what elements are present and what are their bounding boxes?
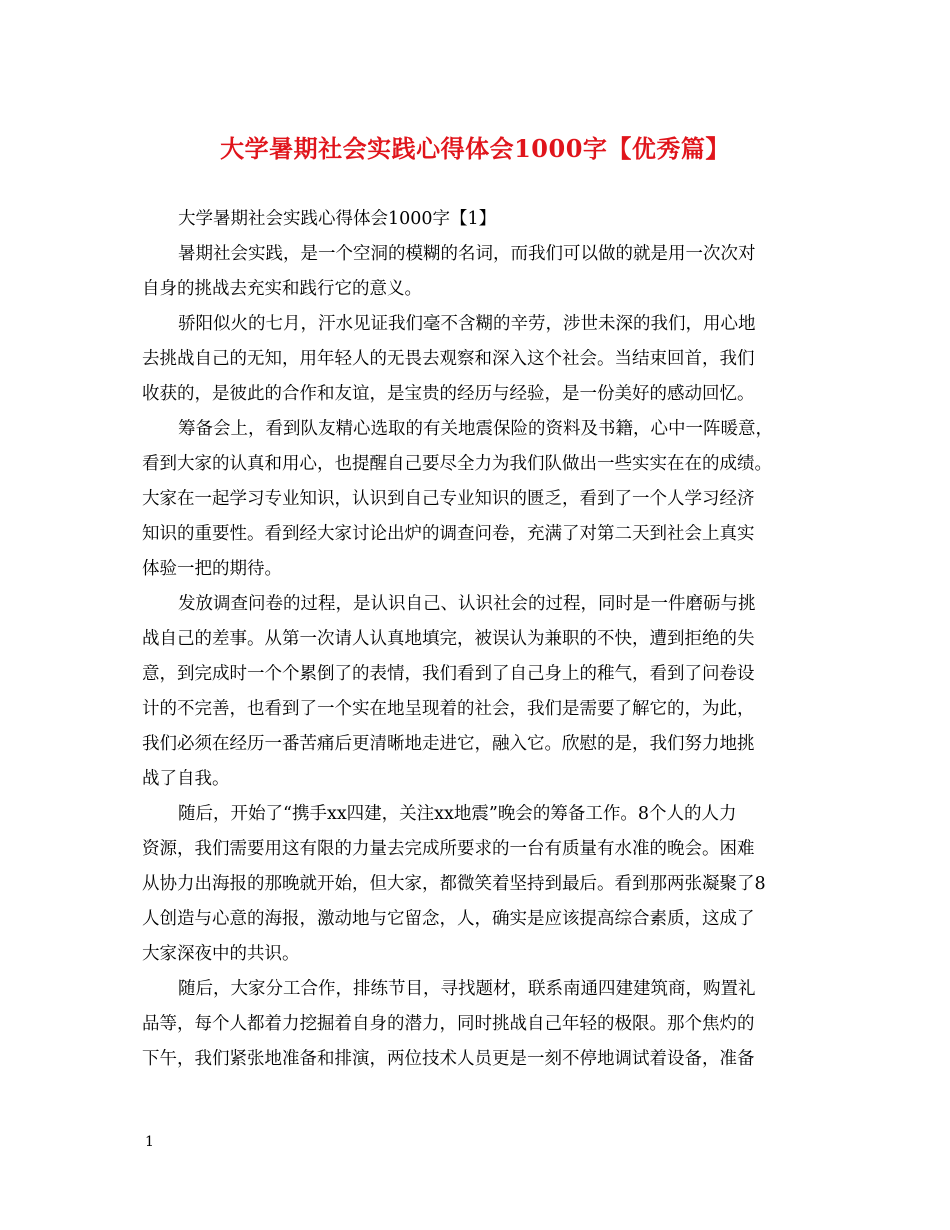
paragraph-line: 从协力出海报的那晚就开始，但大家，都微笑着坚持到最后。看到那两张凝聚了8 <box>142 874 766 894</box>
paragraph-line: 下午，我们紧张地准备和排演，两位技术人员更是一刻不停地调试着设备，准备 <box>142 1049 755 1069</box>
paragraph-line: 品等，每个人都着力挖掘着自身的潜力，同时挑战自己年轻的极限。那个焦灼的 <box>142 1014 755 1034</box>
paragraph-line: 大家在一起学习专业知识，认识到自己专业知识的匮乏，看到了一个人学习经济 <box>142 489 755 509</box>
paragraph-line: 暑期社会实践，是一个空洞的模糊的名词，而我们可以做的就是用一次次对 <box>178 244 756 264</box>
paragraph-line: 人创造与心意的海报，激动地与它留念，人，确实是应该提高综合素质，这成了 <box>142 909 755 929</box>
subtitle-line: 大学暑期社会实践心得体会1000字【1】 <box>178 209 497 229</box>
paragraph-line: 收获的，是彼此的合作和友谊，是宝贵的经历与经验，是一份美好的感动回忆。 <box>142 384 755 404</box>
page-number: 1 <box>145 1134 154 1150</box>
paragraph-line: 我们必须在经历一番苦痛后更清晰地走进它，融入它。欣慰的是，我们努力地挑 <box>142 734 755 754</box>
paragraph-line: 自身的挑战去充实和践行它的意义。 <box>142 279 422 299</box>
paragraph-line: 知识的重要性。看到经大家讨论出炉的调查问卷，充满了对第二天到社会上真实 <box>142 524 755 544</box>
paragraph-line: 看到大家的认真和用心，也提醒自己要尽全力为我们队做出一些实实在在的成绩。 <box>142 454 772 474</box>
paragraph-line: 资源，我们需要用这有限的力量去完成所要求的一台有质量有水准的晚会。困难 <box>142 839 755 859</box>
paragraph-line: 体验一把的期待。 <box>142 559 282 579</box>
paragraph-line: 大家深夜中的共识。 <box>142 944 300 964</box>
paragraph-line: 随后，开始了“携手xx四建，关注xx地震”晚会的筹备工作。8个人的人力 <box>178 804 737 824</box>
paragraph-line: 筹备会上，看到队友精心选取的有关地震保险的资料及书籍，心中一阵暖意， <box>178 419 773 439</box>
paragraph-line: 随后，大家分工合作，排练节目，寻找题材，联系南通四建建筑商，购置礼 <box>178 979 756 999</box>
paragraph-line: 计的不完善，也看到了一个实在地呈现着的社会，我们是需要了解它的，为此， <box>142 699 755 719</box>
paragraph-line: 意，到完成时一个个累倒了的表情，我们看到了自己身上的稚气，看到了问卷设 <box>142 664 755 684</box>
paragraph-line: 战自己的差事。从第一次请人认真地填完，被误认为兼职的不快，遭到拒绝的失 <box>142 629 755 649</box>
paragraph-line: 去挑战自己的无知，用年轻人的无畏去观察和深入这个社会。当结束回首，我们 <box>142 349 755 369</box>
document-title: 大学暑期社会实践心得体会1000字【优秀篇】 <box>220 134 730 163</box>
paragraph-line: 骄阳似火的七月，汗水见证我们毫不含糊的辛劳，涉世未深的我们，用心地 <box>178 314 756 334</box>
paragraph-line: 战了自我。 <box>142 769 230 789</box>
paragraph-line: 发放调查问卷的过程，是认识自己、认识社会的过程，同时是一件磨砺与挑 <box>178 594 756 614</box>
